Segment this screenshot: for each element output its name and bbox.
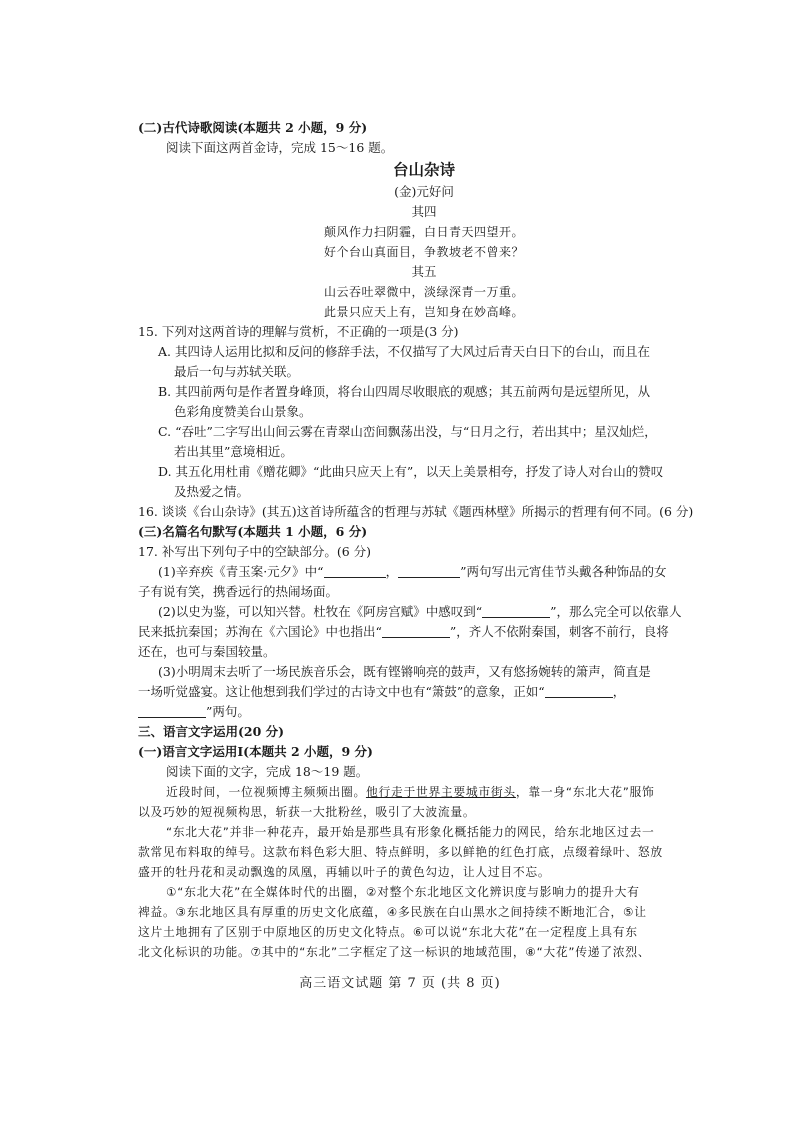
- passage-line: “东北大花”并非一种花卉，最开始是那些具有形象化概括能力的网民，给东北地区过去一: [166, 825, 655, 839]
- q17-text: (2)以史为鉴，可以知兴替。杜牧在《阿房宫赋》中感叹到“: [158, 604, 483, 619]
- option-a: A. 其四诗人运用比拟和反问的修辞手法，不仅描写了大风过后青天白日下的台山，而且在: [158, 344, 650, 359]
- section-heading-recitation: (三)名篇名句默写(本题共 1 小题，6 分): [138, 524, 368, 539]
- exam-page: [138, 118, 710, 962]
- page-footer: 高三语文试题 第 7 页 (共 8 页): [299, 976, 501, 991]
- answer-blank[interactable]: [482, 603, 550, 618]
- part-heading-language: 三、语言文字运用(20 分): [138, 724, 285, 739]
- poem-line: 此景只应天上有，岂知身在妙高峰。: [323, 305, 524, 319]
- q17-item-1-cont: 子有说有笑，携香远行的热闹场面。: [138, 584, 339, 599]
- section-intro-poetry: 阅读下面这两首金诗，完成 15～16 题。: [166, 140, 394, 155]
- poem-title: 台山杂诗: [392, 160, 455, 179]
- passage-line: ①“东北大花”在全媒体时代的出圈，②对整个东北地区文化辨识度与影响力的提升大有: [166, 885, 640, 899]
- question-16: 16. 谈谈《台山杂诗》(其五)这首诗所蕴含的哲理与苏轼《题西林壁》所揭示的哲理有何不同。(6 分): [138, 504, 694, 519]
- passage-text: 近段时间，一位视频博主频频出圈。: [166, 785, 366, 799]
- poem-line: 山云吞吐翠微中，淡绿深青一万重。: [323, 285, 524, 299]
- q17-text: ，: [385, 564, 399, 579]
- option-d: D. 其五化用杜甫《赠花卿》“此曲只应天上有”，以天上美景相夸，抒发了诗人对台山的赞叹: [158, 464, 664, 479]
- q17-text: ”两句。: [206, 704, 250, 719]
- q17-item-3-cont: [138, 682, 710, 702]
- poem-part-label: 其四: [411, 204, 437, 219]
- option-d-cont: 及热爱之情。: [174, 484, 250, 499]
- q17-item-2-cont: [138, 622, 710, 642]
- option-c: C. “吞吐”二字写出山间云雾在青翠山峦间飘荡出没，与“日月之行，若出其中；星汉灿烂，: [158, 424, 657, 439]
- q17-text: 一场听觉盛宴。这让他想到我们学过的古诗文中也有“箫鼓”的意象，正如“: [138, 684, 545, 699]
- passage-text: ，靠一身“东北大花”服饰: [515, 785, 655, 799]
- question-17-stem: 17. 补写出下列句子中的空缺部分。(6 分): [138, 544, 372, 559]
- option-b-cont: 色彩角度赞美台山景象。: [174, 404, 312, 419]
- q17-item-3-cont2: [138, 702, 710, 722]
- passage-line: 以及巧妙的短视频构思，斩获一大批粉丝，吸引了大波流量。: [138, 805, 476, 819]
- question-15-stem: 15. 下列对这两首诗的理解与赏析，不正确的一项是(3 分): [138, 324, 459, 339]
- q17-text: ”，那么完全可以依靠人: [550, 604, 682, 619]
- passage-line: 北文化标识的功能。⑦其中的“东北”二字框定了这一标识的地域范围，⑧“大花”传递了浓烈、: [138, 945, 651, 959]
- poem-author: (金)元好问: [394, 184, 454, 199]
- passage-line: [138, 782, 710, 802]
- q17-item-2: [138, 602, 710, 622]
- subsection-heading: (一)语言文字运用Ⅰ(本题共 2 小题，9 分): [138, 744, 373, 759]
- poem-line: 颠风作力扫阴霾，白日青天四望开。: [323, 225, 524, 239]
- passage-line: 款常见布料取的绰号。这款布料色彩大胆、特点鲜明，多以鲜艳的红色打底，点缀着绿叶、怒放: [138, 845, 663, 859]
- passage-line: 这片土地拥有了区别于中原地区的历史文化特点。⑥可以说“东北大花”在一定程度上具有东: [138, 925, 638, 939]
- q17-item-1: [138, 562, 710, 582]
- q17-item-2-cont2: 还在，也可与秦国较量。: [138, 644, 276, 659]
- answer-blank[interactable]: [138, 703, 206, 718]
- q17-text: (1)辛弃疾《青玉案·元夕》中“: [158, 564, 324, 579]
- q17-item-3: (3)小明周末去听了一场民族音乐会，既有铿锵响亮的鼓声，又有悠扬婉转的箫声，简直是: [158, 664, 651, 679]
- underlined-sentence: 他行走于世界主要城市街头: [365, 785, 516, 799]
- option-b: B. 其四前两句是作者置身峰顶，将台山四周尽收眼底的观感；其五前两句是远望所见，从: [158, 384, 651, 399]
- q17-text: ”，齐人不依附秦国，刺客不前行，良将: [449, 624, 669, 639]
- answer-blank[interactable]: [398, 563, 460, 578]
- option-a-cont: 最后一句与苏轼关联。: [174, 364, 300, 379]
- answer-blank[interactable]: [324, 563, 386, 578]
- answer-blank[interactable]: [545, 683, 613, 698]
- passage-line: 盛开的牡丹花和灵动飘逸的凤凰，再辅以叶子的黄色勾边，让人过目不忘。: [138, 865, 551, 879]
- poem-line: 好个台山真面目，争教坡老不曾来？: [323, 245, 524, 259]
- poem-part-label: 其五: [411, 264, 437, 279]
- answer-blank[interactable]: [382, 623, 450, 638]
- section-heading-poetry: (二)古代诗歌阅读(本题共 2 小题，9 分): [138, 120, 368, 135]
- subsection-intro: 阅读下面的文字，完成 18～19 题。: [166, 764, 369, 779]
- q17-text: 民来抵抗秦国；苏洵在《六国论》中也指出“: [138, 624, 382, 639]
- option-c-cont: 若出其里”意境相近。: [174, 444, 293, 459]
- q17-text: ，: [612, 684, 626, 699]
- passage-line: 裨益。③东北地区具有厚重的历史文化底蕴，④多民族在白山黑水之间持续不断地汇合，⑤让: [138, 905, 647, 919]
- q17-text: ”两句写出元宵佳节头戴各种饰品的女: [460, 564, 667, 579]
